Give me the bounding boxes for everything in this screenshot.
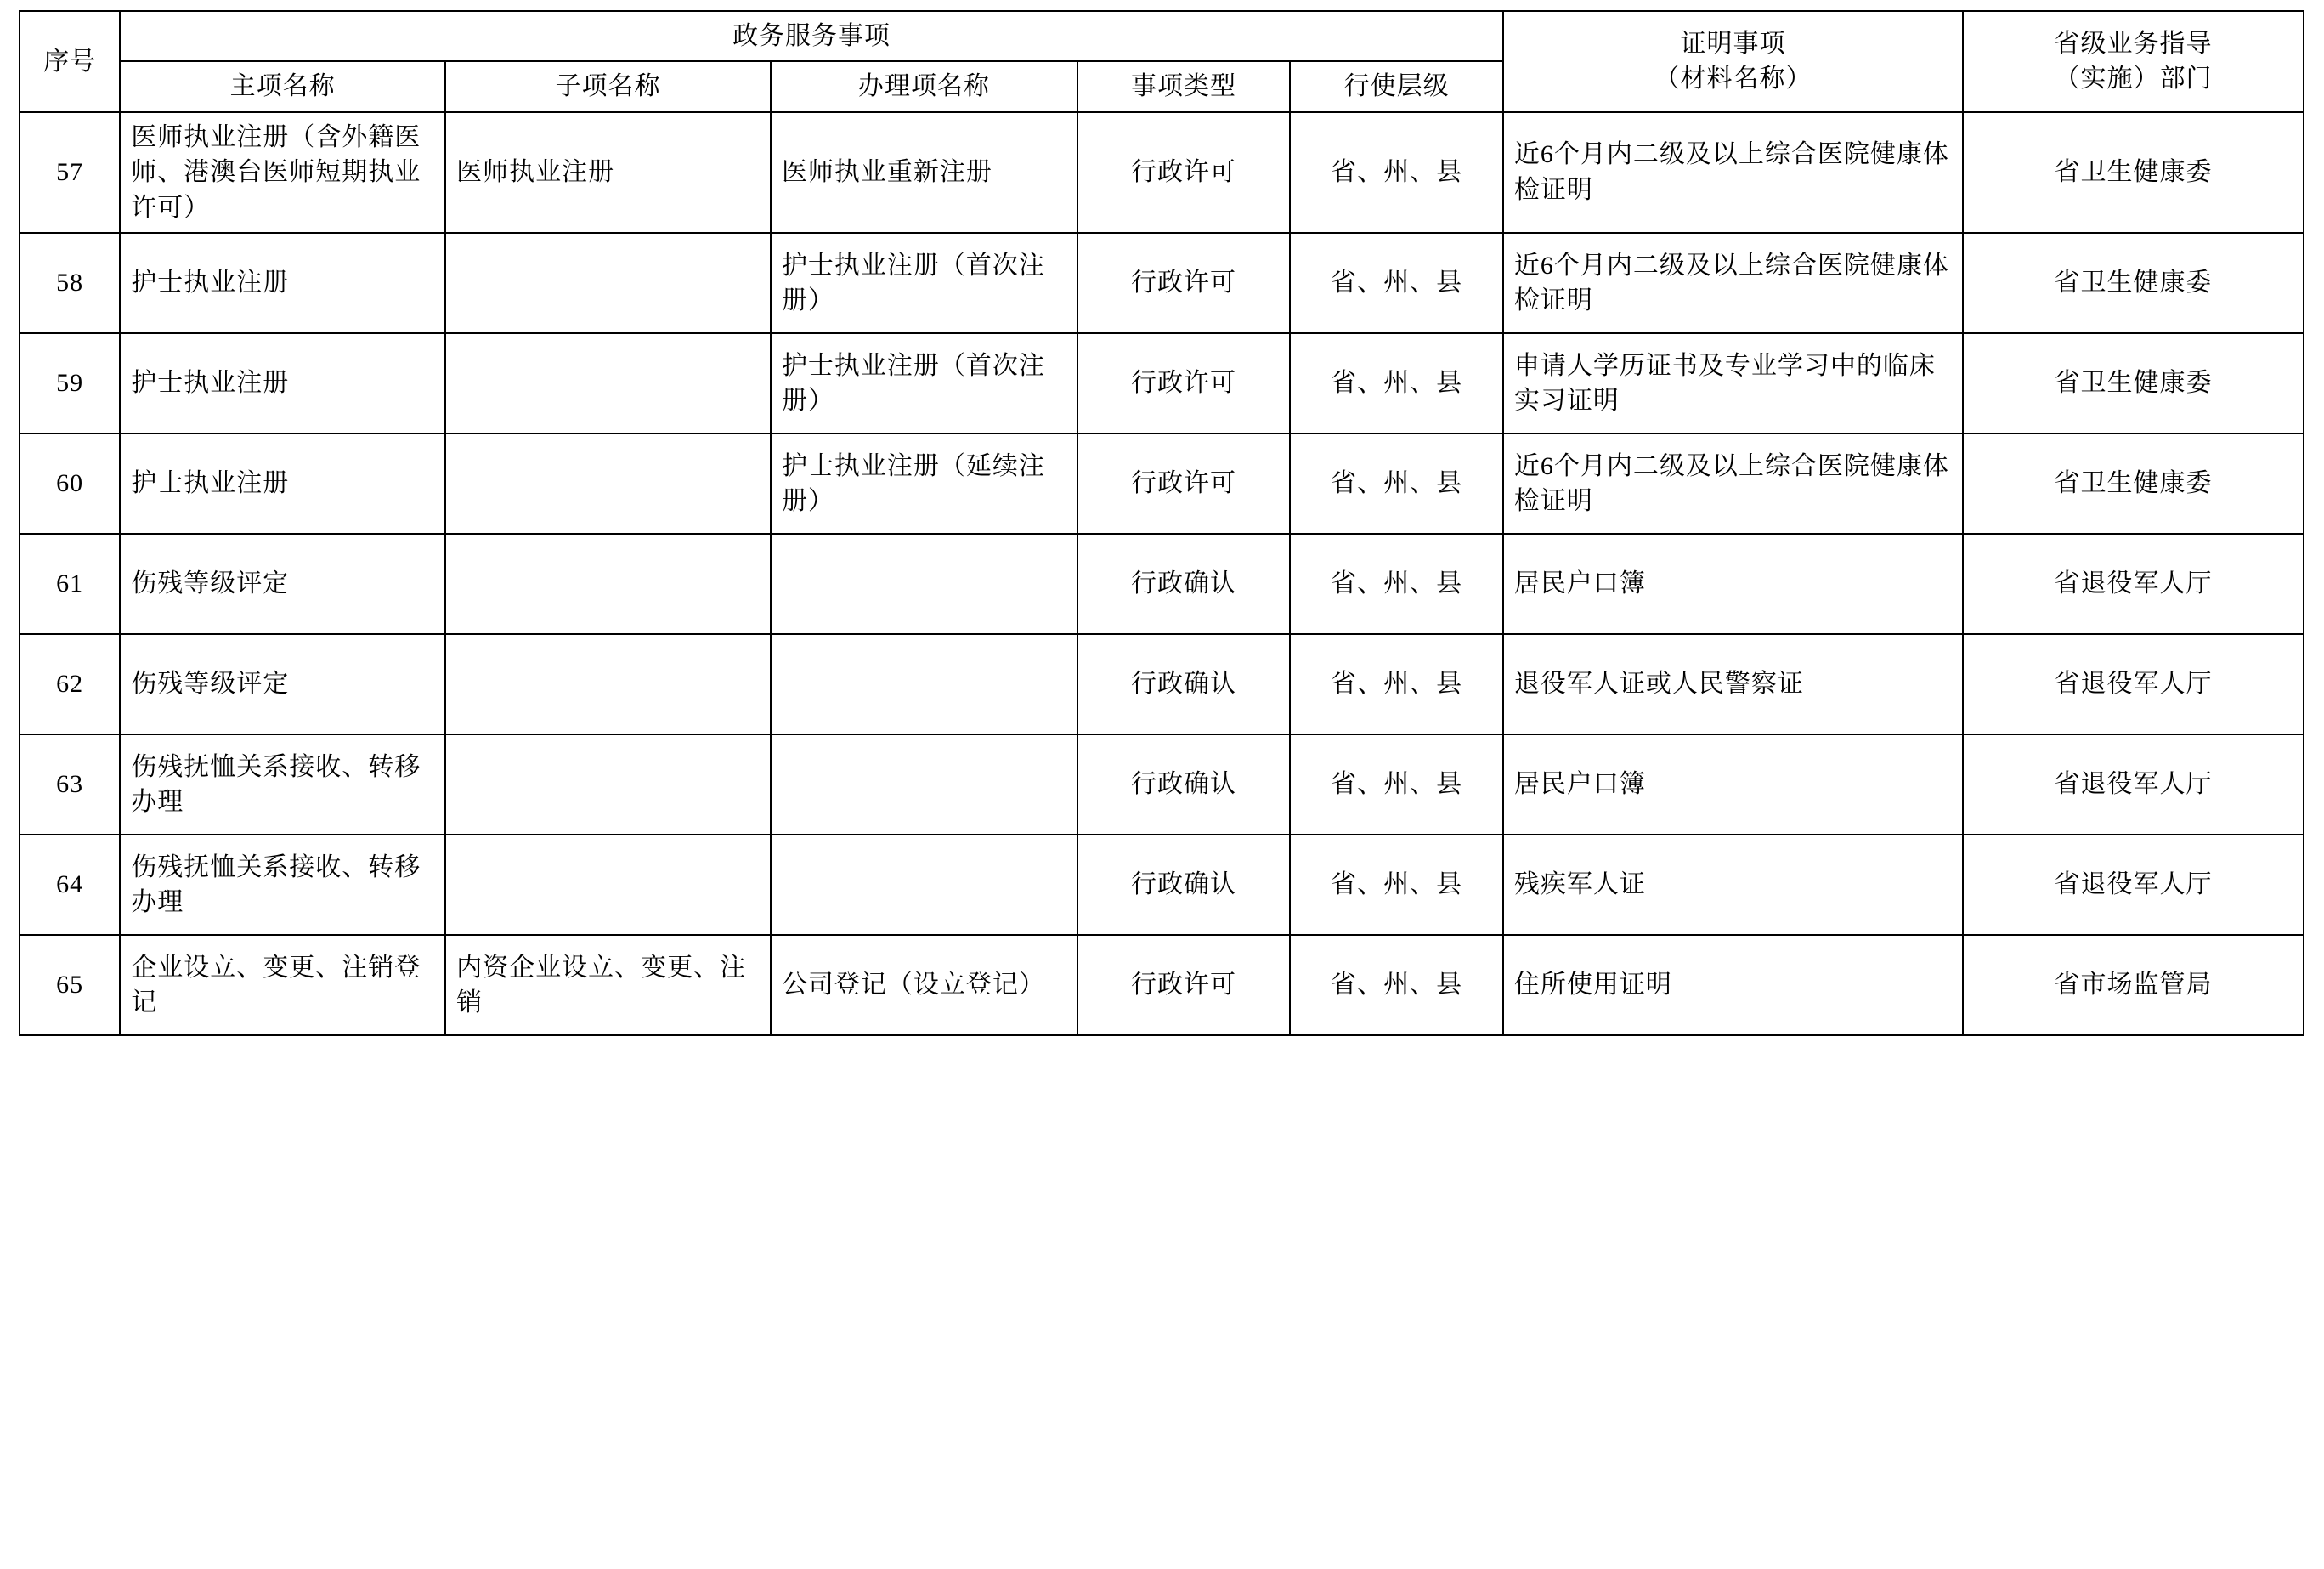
cell-sub-item <box>445 835 771 935</box>
cell-seq: 64 <box>20 835 120 935</box>
cell-handle-item <box>771 835 1077 935</box>
table-row <box>20 233 2304 333</box>
cell-proof-item: 居民户口簿 <box>1503 734 1963 835</box>
cell-exercise-level: 省、州、县 <box>1290 935 1503 1035</box>
cell-dept: 省退役军人厅 <box>1963 835 2304 935</box>
cell-dept: 省卫生健康委 <box>1963 433 2304 534</box>
cell-item-type: 行政确认 <box>1077 734 1291 835</box>
cell-seq: 61 <box>20 534 120 634</box>
cell-sub-item <box>445 534 771 634</box>
cell-handle-item <box>771 534 1077 634</box>
header-seq: 序号 <box>20 11 120 112</box>
cell-proof-item: 申请人学历证书及专业学习中的临床实习证明 <box>1503 333 1963 433</box>
table-row <box>20 112 2304 233</box>
cell-exercise-level: 省、州、县 <box>1290 835 1503 935</box>
cell-main-item: 护士执业注册 <box>120 233 445 333</box>
cell-proof-item: 住所使用证明 <box>1503 935 1963 1035</box>
header-group-government-service: 政务服务事项 <box>120 11 1503 61</box>
table-row <box>20 433 2304 534</box>
cell-item-type: 行政许可 <box>1077 233 1291 333</box>
cell-seq: 65 <box>20 935 120 1035</box>
cell-item-type: 行政确认 <box>1077 534 1291 634</box>
table-row <box>20 333 2304 433</box>
cell-item-type: 行政确认 <box>1077 634 1291 734</box>
header-proof-item-line1: 证明事项 <box>1680 30 1786 58</box>
cell-exercise-level: 省、州、县 <box>1290 333 1503 433</box>
cell-main-item: 护士执业注册 <box>120 433 445 534</box>
cell-main-item: 伤残等级评定 <box>120 534 445 634</box>
cell-sub-item <box>445 433 771 534</box>
cell-seq: 63 <box>20 734 120 835</box>
header-provincial-dept <box>1963 11 2304 112</box>
cell-main-item: 伤残等级评定 <box>120 634 445 734</box>
cell-sub-item <box>445 734 771 835</box>
cell-sub-item: 医师执业注册 <box>445 112 771 233</box>
cell-seq: 58 <box>20 233 120 333</box>
cell-proof-item: 残疾军人证 <box>1503 835 1963 935</box>
table-header <box>20 11 2304 112</box>
cell-proof-item: 居民户口簿 <box>1503 534 1963 634</box>
cell-main-item: 护士执业注册 <box>120 333 445 433</box>
cell-handle-item: 护士执业注册（首次注册） <box>771 233 1077 333</box>
proof-items-table <box>19 10 2304 1036</box>
table-header-row-1 <box>20 11 2304 61</box>
cell-dept: 省退役军人厅 <box>1963 534 2304 634</box>
table-row <box>20 935 2304 1035</box>
header-sub-item: 子项名称 <box>445 61 771 111</box>
cell-item-type: 行政许可 <box>1077 333 1291 433</box>
header-proof-item <box>1503 11 1963 112</box>
cell-exercise-level: 省、州、县 <box>1290 534 1503 634</box>
header-proof-item-line2: （材料名称） <box>1654 65 1812 93</box>
cell-dept: 省市场监管局 <box>1963 935 2304 1035</box>
cell-handle-item: 护士执业注册（首次注册） <box>771 333 1077 433</box>
table-row <box>20 534 2304 634</box>
cell-item-type: 行政许可 <box>1077 112 1291 233</box>
cell-main-item: 伤残抚恤关系接收、转移办理 <box>120 734 445 835</box>
cell-item-type: 行政确认 <box>1077 835 1291 935</box>
cell-proof-item: 近6个月内二级及以上综合医院健康体检证明 <box>1503 112 1963 233</box>
cell-seq: 62 <box>20 634 120 734</box>
table-body <box>20 112 2304 1035</box>
table-row <box>20 734 2304 835</box>
table-row <box>20 634 2304 734</box>
cell-sub-item <box>445 333 771 433</box>
cell-handle-item: 护士执业注册（延续注册） <box>771 433 1077 534</box>
header-provincial-dept-line2: （实施）部门 <box>2054 65 2213 93</box>
cell-dept: 省卫生健康委 <box>1963 112 2304 233</box>
cell-handle-item <box>771 634 1077 734</box>
cell-dept: 省退役军人厅 <box>1963 634 2304 734</box>
cell-sub-item <box>445 233 771 333</box>
cell-dept: 省卫生健康委 <box>1963 333 2304 433</box>
cell-seq: 59 <box>20 333 120 433</box>
cell-exercise-level: 省、州、县 <box>1290 634 1503 734</box>
header-exercise-level: 行使层级 <box>1290 61 1503 111</box>
cell-main-item: 医师执业注册（含外籍医师、港澳台医师短期执业许可） <box>120 112 445 233</box>
header-main-item: 主项名称 <box>120 61 445 111</box>
cell-proof-item: 近6个月内二级及以上综合医院健康体检证明 <box>1503 433 1963 534</box>
cell-exercise-level: 省、州、县 <box>1290 734 1503 835</box>
cell-seq: 60 <box>20 433 120 534</box>
cell-exercise-level: 省、州、县 <box>1290 112 1503 233</box>
header-handle-item: 办理项名称 <box>771 61 1077 111</box>
cell-main-item: 企业设立、变更、注销登记 <box>120 935 445 1035</box>
cell-item-type: 行政许可 <box>1077 935 1291 1035</box>
cell-proof-item: 近6个月内二级及以上综合医院健康体检证明 <box>1503 233 1963 333</box>
cell-exercise-level: 省、州、县 <box>1290 233 1503 333</box>
cell-dept: 省卫生健康委 <box>1963 233 2304 333</box>
cell-sub-item <box>445 634 771 734</box>
cell-handle-item <box>771 734 1077 835</box>
table-row <box>20 835 2304 935</box>
cell-dept: 省退役军人厅 <box>1963 734 2304 835</box>
cell-item-type: 行政许可 <box>1077 433 1291 534</box>
cell-proof-item: 退役军人证或人民警察证 <box>1503 634 1963 734</box>
cell-handle-item: 医师执业重新注册 <box>771 112 1077 233</box>
header-item-type: 事项类型 <box>1077 61 1291 111</box>
header-provincial-dept-line1: 省级业务指导 <box>2054 30 2213 58</box>
cell-handle-item: 公司登记（设立登记） <box>771 935 1077 1035</box>
cell-main-item: 伤残抚恤关系接收、转移办理 <box>120 835 445 935</box>
cell-exercise-level: 省、州、县 <box>1290 433 1503 534</box>
cell-seq: 57 <box>20 112 120 233</box>
cell-sub-item: 内资企业设立、变更、注销 <box>445 935 771 1035</box>
